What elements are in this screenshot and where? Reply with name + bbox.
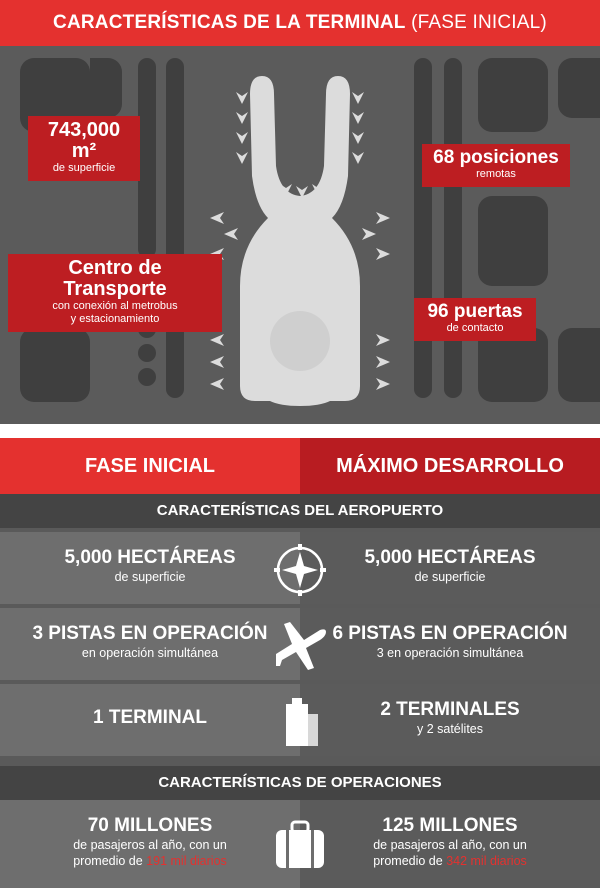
row-runways <box>0 608 600 680</box>
tag-transport-desc1: con conexión al metrobus <box>52 300 178 312</box>
terminal-silhouette <box>200 66 400 426</box>
marker-dot <box>138 368 156 386</box>
tag-transport-value: Centro de Transporte <box>63 257 167 300</box>
apron-block <box>558 58 600 118</box>
header-initial-phase: FASE INICIAL <box>0 438 300 494</box>
terminals-left-value: 1 TERMINAL <box>93 707 207 728</box>
area-left-value: 5,000 HECTÁREAS <box>64 547 236 568</box>
section-airport: CARACTERÍSTICAS DEL AEROPUERTO <box>0 494 600 528</box>
area-right-desc: de superficie <box>414 569 486 584</box>
row-area <box>0 532 600 604</box>
passengers-left-desc2: promedio de <box>73 854 147 869</box>
terminal-map <box>0 46 600 424</box>
page-title <box>0 0 600 46</box>
building-icon <box>270 690 330 750</box>
passengers-left-daily: 191 mil diarios <box>146 854 227 869</box>
compass-icon <box>270 540 330 600</box>
terminals-right-value: 2 TERMINALES <box>380 699 520 720</box>
apron-block <box>478 58 548 132</box>
suitcase-icon <box>270 814 330 874</box>
apron-block <box>478 196 548 286</box>
passengers-left-desc1: de pasajeros al año, con un <box>73 837 227 852</box>
passengers-right-desc1: de pasajeros al año, con un <box>373 837 527 852</box>
apron-block <box>20 328 90 402</box>
runways-right-value: 6 PISTAS EN OPERACIÓN <box>332 623 568 644</box>
row-terminals-left <box>0 684 300 756</box>
passengers-right-desc2: promedio de <box>373 854 447 869</box>
tag-area <box>28 116 140 181</box>
page-title-bold: CARACTERÍSTICAS DE LA TERMINAL <box>53 12 406 33</box>
terminals-right-desc: y 2 satélites <box>416 721 483 736</box>
tag-gates-desc: de contacto <box>446 321 504 334</box>
row-runways-left <box>0 608 300 680</box>
tag-transport-desc2: y estacionamiento <box>70 313 160 326</box>
apron-block <box>90 58 122 118</box>
runway-strip <box>166 58 184 398</box>
runways-right-desc: 3 en operación simultánea <box>376 645 524 660</box>
passengers-left-value: 70 MILLONES <box>87 815 213 836</box>
tag-gates-value: 96 puertas <box>427 301 523 322</box>
runway-strip <box>138 58 156 258</box>
runways-left-desc: en operación simultánea <box>81 645 219 660</box>
runway-strip <box>444 58 462 398</box>
tag-remote-value: 68 posiciones <box>433 147 559 168</box>
tag-remote-positions <box>422 144 570 187</box>
header-max-development: MÁXIMO DESARROLLO <box>300 438 600 494</box>
tag-gates <box>414 298 536 341</box>
runway-strip <box>414 58 432 398</box>
divider <box>0 424 600 438</box>
area-left-desc: de superficie <box>114 569 186 584</box>
runways-left-value: 3 PISTAS EN OPERACIÓN <box>32 623 268 644</box>
row-runways-right <box>300 608 600 680</box>
passengers-right-value: 125 MILLONES <box>382 815 518 836</box>
passengers-right-daily: 342 mil diarios <box>446 854 527 869</box>
row-passengers-left <box>0 800 300 888</box>
marker-dot <box>138 344 156 362</box>
row-passengers-right <box>300 800 600 888</box>
airplane-icon <box>270 614 330 674</box>
tag-remote-desc: remotas <box>476 167 516 180</box>
row-terminals-right <box>300 684 600 756</box>
page-title-thin: (FASE INICIAL) <box>405 12 547 33</box>
row-area-left <box>0 532 300 604</box>
tag-area-value: 743,000 m² <box>47 119 121 162</box>
row-terminals <box>0 684 600 756</box>
tag-transport <box>8 254 222 332</box>
row-area-right <box>300 532 600 604</box>
area-right-value: 5,000 HECTÁREAS <box>364 547 536 568</box>
section-operations: CARACTERÍSTICAS DE OPERACIONES <box>0 766 600 800</box>
apron-block <box>558 328 600 402</box>
tag-area-desc: de superficie <box>52 162 116 174</box>
row-passengers <box>0 800 600 888</box>
